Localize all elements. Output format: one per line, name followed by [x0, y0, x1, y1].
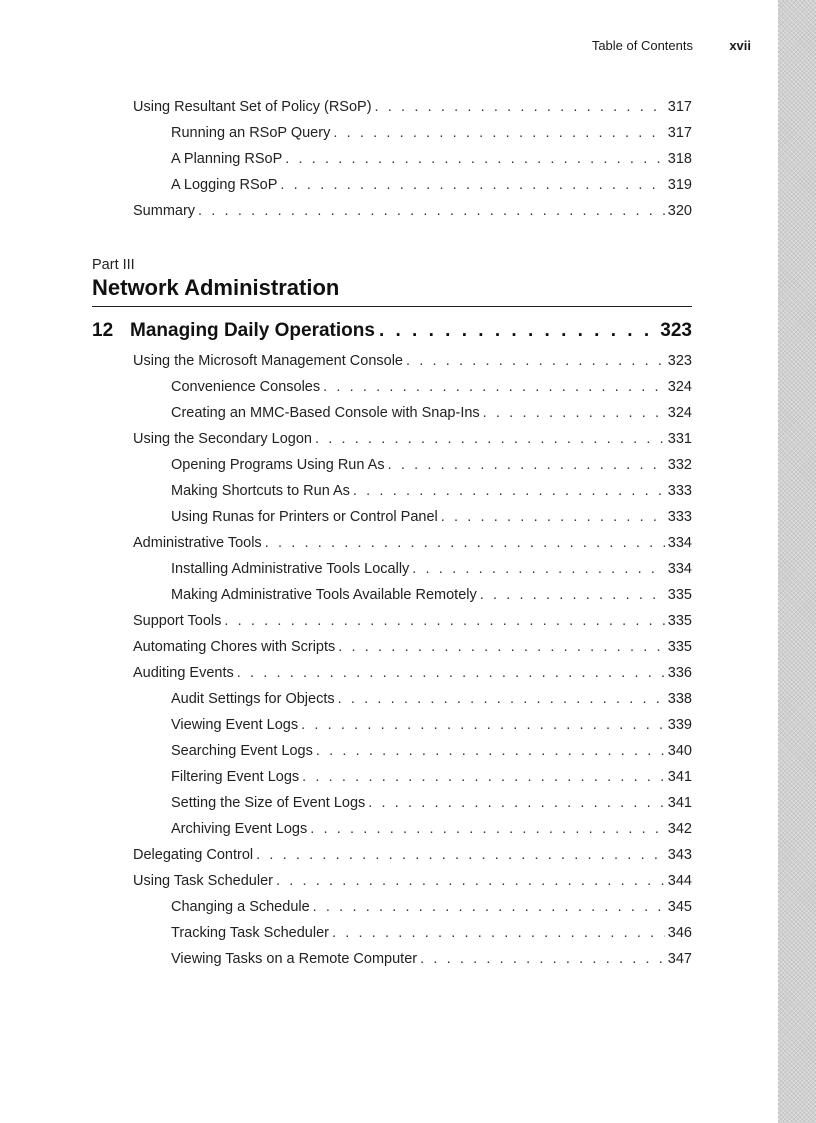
- toc-entry-page: 320: [667, 203, 692, 219]
- toc-entry-page: 341: [667, 795, 692, 811]
- toc-entry-title: Archiving Event Logs: [171, 821, 308, 837]
- leader-dots: [285, 151, 665, 167]
- leader-dots: [276, 873, 665, 889]
- toc-entry[interactable]: [171, 483, 692, 499]
- toc-entry-page: 317: [667, 125, 692, 141]
- leader-dots: [338, 691, 665, 707]
- toc-entry-title: Creating an MMC-Based Console with Snap-Ins: [171, 405, 480, 421]
- toc-entry-title: Summary: [133, 203, 196, 219]
- page-edge-strip: [778, 0, 816, 1123]
- toc-entry-title: Searching Event Logs: [171, 743, 313, 759]
- leader-dots: [441, 509, 665, 525]
- part-title: Network Administration: [92, 275, 340, 300]
- leader-dots: [323, 379, 665, 395]
- toc-entry[interactable]: [171, 125, 692, 141]
- toc-entry[interactable]: [133, 431, 692, 447]
- toc-entry-page: 344: [667, 873, 692, 889]
- part-divider: [92, 306, 692, 307]
- part-label: Part III: [92, 257, 135, 273]
- toc-entry[interactable]: [133, 873, 692, 889]
- leader-dots: [256, 847, 665, 863]
- toc-entry-title: Tracking Task Scheduler: [171, 925, 329, 941]
- toc-entry-page: 343: [667, 847, 692, 863]
- toc-entry[interactable]: [133, 847, 692, 863]
- toc-entry-title: Using Task Scheduler: [133, 873, 273, 889]
- toc-entry[interactable]: [133, 535, 692, 551]
- leader-dots: [265, 535, 665, 551]
- leader-dots: [406, 353, 665, 369]
- toc-entry[interactable]: [171, 951, 692, 967]
- toc-entry-title: Using the Secondary Logon: [133, 431, 312, 447]
- toc-entry-title: Convenience Consoles: [171, 379, 321, 395]
- toc-entry-page: 318: [667, 151, 692, 167]
- leader-dots: [412, 561, 665, 577]
- toc-entry[interactable]: [133, 665, 692, 681]
- running-head-title: Table of Contents: [591, 38, 693, 53]
- toc-entry-title: Viewing Event Logs: [171, 717, 299, 733]
- leader-dots: [480, 587, 665, 603]
- leader-dots: [333, 125, 664, 141]
- toc-entry[interactable]: [171, 691, 692, 707]
- leader-dots: [310, 821, 665, 837]
- toc-entry[interactable]: [171, 821, 692, 837]
- leader-dots: [388, 457, 665, 473]
- toc-entry-title: Administrative Tools: [133, 535, 262, 551]
- toc-entry-page: 333: [667, 483, 692, 499]
- toc-entry[interactable]: [171, 509, 692, 525]
- toc-entry[interactable]: [171, 177, 692, 193]
- toc-entry[interactable]: [171, 925, 692, 941]
- toc-entry-title: Making Shortcuts to Run As: [171, 483, 350, 499]
- toc-entry-title: Using Resultant Set of Policy (RSoP): [133, 99, 372, 115]
- toc-entry-page: 338: [667, 691, 692, 707]
- chapter-leader-dots: [379, 320, 656, 342]
- toc-entry-page: 336: [667, 665, 692, 681]
- leader-dots: [420, 951, 665, 967]
- toc-entry-page: 334: [667, 535, 692, 551]
- toc-entry-page: 335: [667, 639, 692, 655]
- toc-entry-title: Delegating Control: [133, 847, 254, 863]
- toc-entry-page: 323: [667, 353, 692, 369]
- toc-entry-page: 346: [667, 925, 692, 941]
- toc-entry[interactable]: [133, 353, 692, 369]
- toc-entry-page: 317: [667, 99, 692, 115]
- leader-dots: [316, 743, 665, 759]
- toc-entry-title: Audit Settings for Objects: [171, 691, 335, 707]
- leader-dots: [315, 431, 665, 447]
- toc-entry[interactable]: [171, 743, 692, 759]
- toc-entry[interactable]: [133, 613, 692, 629]
- toc-entry-page: 339: [667, 717, 692, 733]
- leader-dots: [301, 717, 665, 733]
- leader-dots: [313, 899, 665, 915]
- chapter-page: 323: [660, 320, 692, 341]
- toc-entry[interactable]: [171, 405, 692, 421]
- leader-dots: [353, 483, 665, 499]
- toc-entry-page: 333: [667, 509, 692, 525]
- toc-entry-page: 347: [667, 951, 692, 967]
- toc-entry[interactable]: [171, 457, 692, 473]
- leader-dots: [375, 99, 665, 115]
- toc-entry-page: 319: [667, 177, 692, 193]
- toc-entry-title: Making Administrative Tools Available Remotely: [171, 587, 477, 603]
- toc-entry-title: Using Runas for Printers or Control Panel: [171, 509, 438, 525]
- leader-dots: [332, 925, 665, 941]
- toc-entry-title: Changing a Schedule: [171, 899, 310, 915]
- toc-entry[interactable]: [171, 795, 692, 811]
- toc-entry-title: Using the Microsoft Management Console: [133, 353, 403, 369]
- toc-entry-title: A Logging RSoP: [171, 177, 278, 193]
- toc-entry[interactable]: [171, 769, 692, 785]
- toc-entry-title: Setting the Size of Event Logs: [171, 795, 366, 811]
- leader-dots: [237, 665, 665, 681]
- toc-entry-title: A Planning RSoP: [171, 151, 283, 167]
- toc-entry-title: Auditing Events: [133, 665, 234, 681]
- toc-entry[interactable]: [171, 561, 692, 577]
- toc-entry-page: 335: [667, 587, 692, 603]
- toc-entry-title: Installing Administrative Tools Locally: [171, 561, 410, 577]
- leader-dots: [280, 177, 664, 193]
- leader-dots: [302, 769, 665, 785]
- toc-entry-page: 332: [667, 457, 692, 473]
- leader-dots: [368, 795, 665, 811]
- toc-entry[interactable]: [171, 379, 692, 395]
- toc-entry-title: Opening Programs Using Run As: [171, 457, 385, 473]
- toc-entry[interactable]: [133, 99, 692, 115]
- toc-entry-title: Running an RSoP Query: [171, 125, 331, 141]
- toc-entry[interactable]: [171, 587, 692, 603]
- chapter-title: Managing Daily Operations: [130, 320, 375, 341]
- toc-entry-title: Support Tools: [133, 613, 222, 629]
- leader-dots: [338, 639, 665, 655]
- toc-entry[interactable]: [133, 639, 692, 655]
- toc-entry-page: 341: [667, 769, 692, 785]
- leader-dots: [198, 203, 665, 219]
- toc-entry-page: 340: [667, 743, 692, 759]
- toc-entry[interactable]: [133, 203, 692, 219]
- leader-dots: [224, 613, 664, 629]
- toc-entry[interactable]: [171, 899, 692, 915]
- toc-entry-page: 324: [667, 405, 692, 421]
- toc-entry-page: 334: [667, 561, 692, 577]
- running-head-page-number: xvii: [729, 38, 751, 53]
- chapter-entry[interactable]: [92, 320, 692, 342]
- toc-entry[interactable]: [171, 717, 692, 733]
- toc-entry-title: Viewing Tasks on a Remote Computer: [171, 951, 418, 967]
- chapter-number: 12: [92, 320, 114, 341]
- toc-entry-page: 331: [667, 431, 692, 447]
- leader-dots: [483, 405, 665, 421]
- toc-entry-page: 342: [667, 821, 692, 837]
- toc-entry-title: Filtering Event Logs: [171, 769, 300, 785]
- toc-entry-page: 324: [667, 379, 692, 395]
- toc-entry-title: Automating Chores with Scripts: [133, 639, 336, 655]
- toc-entry-page: 335: [667, 613, 692, 629]
- toc-entry[interactable]: [171, 151, 692, 167]
- toc-entry-page: 345: [667, 899, 692, 915]
